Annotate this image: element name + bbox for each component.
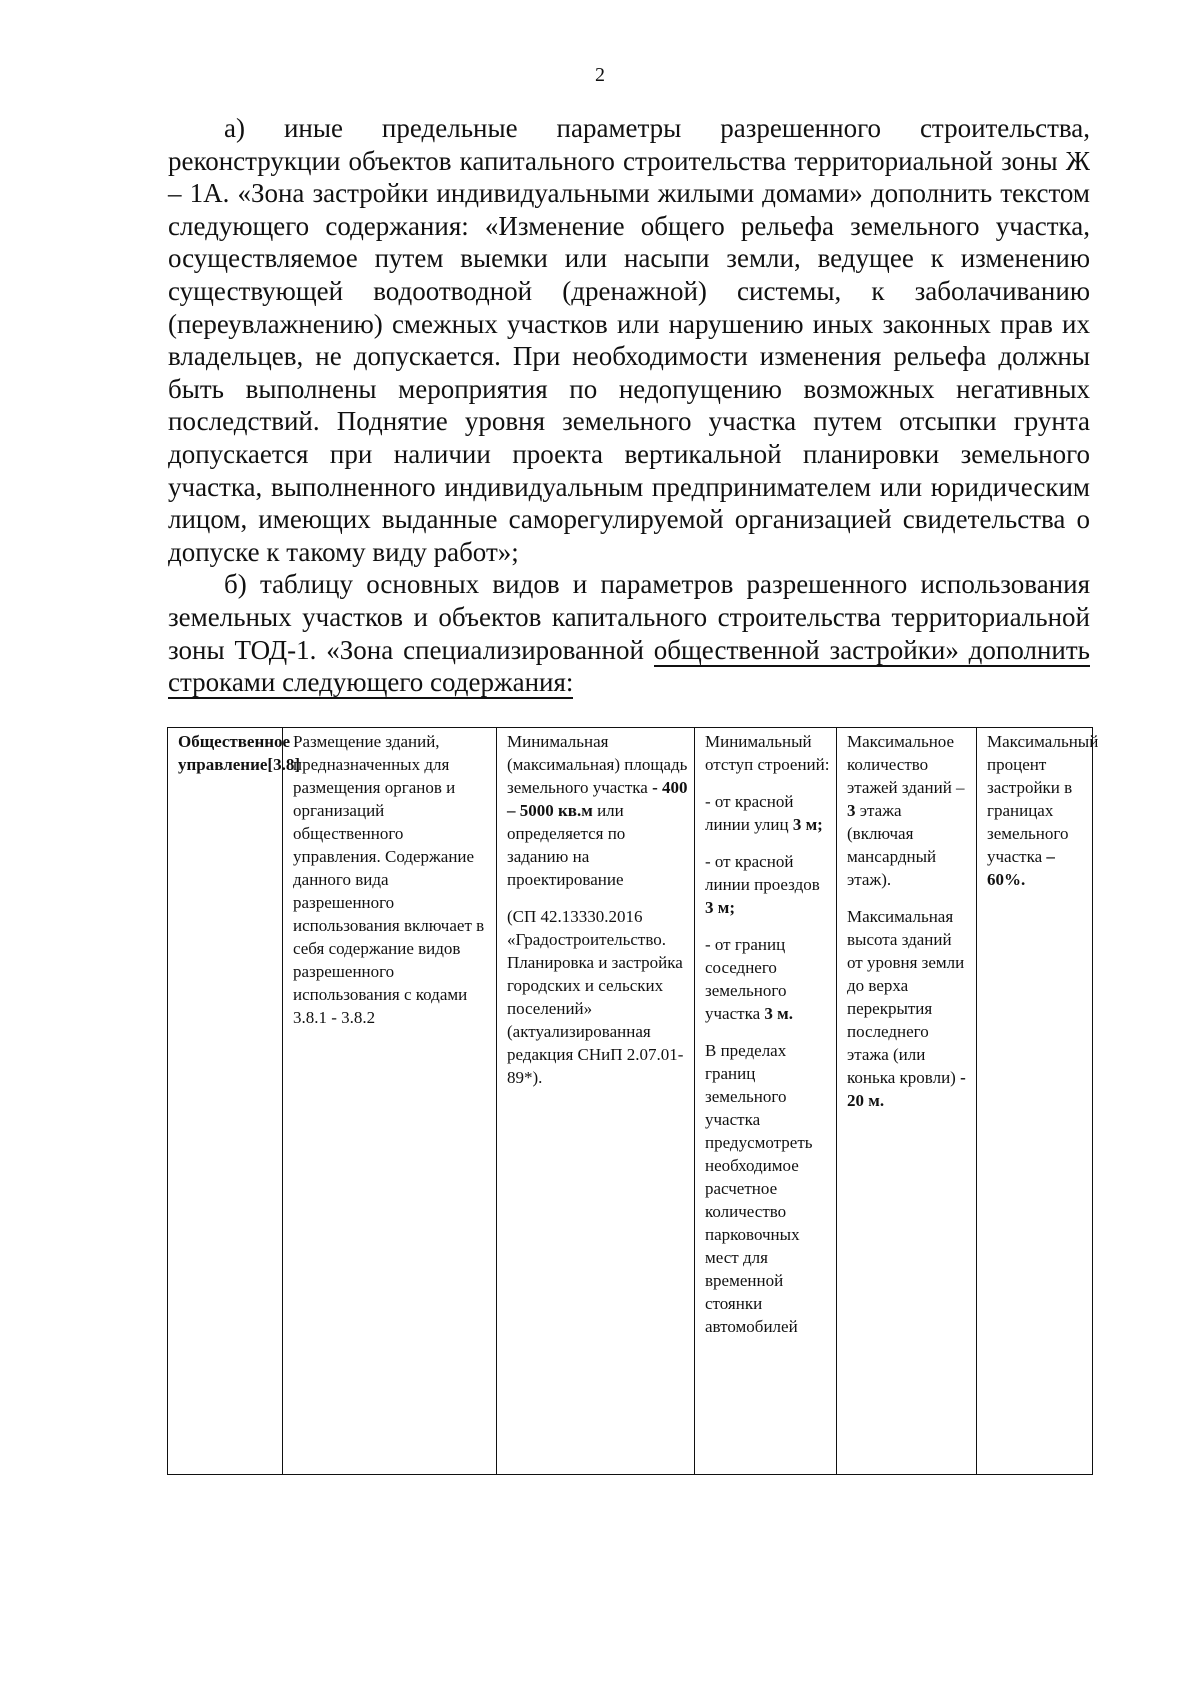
- setback-intro: Минимальный отступ строений:: [705, 732, 830, 774]
- setback-street-label: - от красной линии улиц: [705, 792, 794, 834]
- max-height-label: Максимальная высота зданий от уровня земли до верха перекрытия последнего этажа (или конька кровли): [847, 907, 965, 1087]
- max-coverage-value: – 60%.: [987, 847, 1055, 889]
- plot-area-text: [507, 730, 688, 891]
- max-floors-label: Максимальное количество этажей зданий –: [847, 732, 965, 797]
- max-floors-note: этажа (включая мансардный этаж).: [847, 801, 937, 889]
- coverage-cell: [977, 728, 1099, 1475]
- use-type-name: Общественное управление[3.8]: [178, 732, 300, 774]
- use-description-cell: [283, 728, 497, 1475]
- plot-area-cell: [497, 728, 695, 1475]
- paragraph-b-text: б) таблицу основных видов и параметров разрешенного использования земельных участков и объектов капитального строительства территориальной зоны ТОД-1. «Зона специализированной: [168, 569, 1090, 665]
- plot-area-label: Минимальная (максимальная) площадь земельного участка: [507, 732, 688, 797]
- paragraph-a: а) иные предельные параметры разрешенного строительства, реконструкции объектов капитального строительства территориальной зоны Ж – 1А. «Зона застройки индивидуальными жилыми домами» дополнить текстом следующего содержания: «Изменение общего рельефа земельного участка, осуществляемое путем выемки или насыпи земли, ведущее к изменению существующей водоотводной (дренажной) системы, к заболачиванию (переувлажнению) смежных участков или нарушению иных законных прав их владельцев, не допускается. При необходимости изменения рельефа должны быть выполнены мероприятия по недопущению возможных негативных последствий. Поднятие уровня земельного участка путем отсыпки грунта допускается при наличии проекта вертикальной планировки земельного участка, выполненного индивидуальным предпринимателем или юридическим лицом, имеющих выданные саморегулируемой организацией свидетельства о допуске к такому виду работ»;: [168, 113, 1090, 567]
- paragraph-b: [168, 568, 1090, 698]
- page-number: 2: [595, 64, 605, 86]
- max-coverage: [987, 730, 1099, 891]
- floors-height-cell: [837, 728, 977, 1475]
- body-text: [168, 112, 1090, 699]
- setback-driveway-value: 3 м;: [705, 898, 735, 917]
- setback-driveway-label: - от красной линии проездов: [705, 852, 820, 894]
- max-floors: [847, 730, 970, 891]
- setback-street: [705, 790, 830, 836]
- setback-neighbor-value: 3 м.: [764, 1004, 793, 1023]
- use-type-cell: [168, 728, 300, 1475]
- plot-area-note: или определяется по заданию на проектирование: [507, 801, 626, 889]
- max-height: [847, 905, 970, 1112]
- table-row: [168, 728, 1093, 1475]
- max-floors-value: 3: [847, 801, 856, 820]
- max-height-value: - 20 м.: [847, 1068, 966, 1110]
- setback-street-value: 3 м;: [792, 815, 823, 834]
- plot-area-reference: (СП 42.13330.2016 «Градостроительство. Планировка и застройка городских и сельских поселений» (актуализированная редакция СНиП 2.07.01-89*).: [507, 907, 684, 1087]
- plot-area-value: - 400 – 5000 кв.м: [507, 778, 688, 820]
- max-coverage-label: Максимальный процент застройки в границах земельного участка: [987, 732, 1099, 866]
- land-use-table: [167, 727, 1099, 1475]
- setback-driveway: [705, 850, 830, 919]
- parking-requirement: В пределах границ земельного участка предусмотреть необходимое расчетное количество парковочных мест для временной стоянки автомобилей: [705, 1041, 813, 1336]
- paragraph-b-last-line: общественной застройки» дополнить строками следующего содержания:: [168, 634, 1090, 698]
- setback-cell: [695, 728, 837, 1475]
- setback-neighbor: [705, 933, 830, 1025]
- use-description: Размещение зданий, предназначенных для размещения органов и организаций общественного управления. Содержание данного вида разрешенного использования включает в себя содержание видов разрешенного использования с кодами 3.8.1 - 3.8.2: [293, 732, 485, 1027]
- setback-neighbor-label: - от границ соседнего земельного участка: [705, 935, 787, 1023]
